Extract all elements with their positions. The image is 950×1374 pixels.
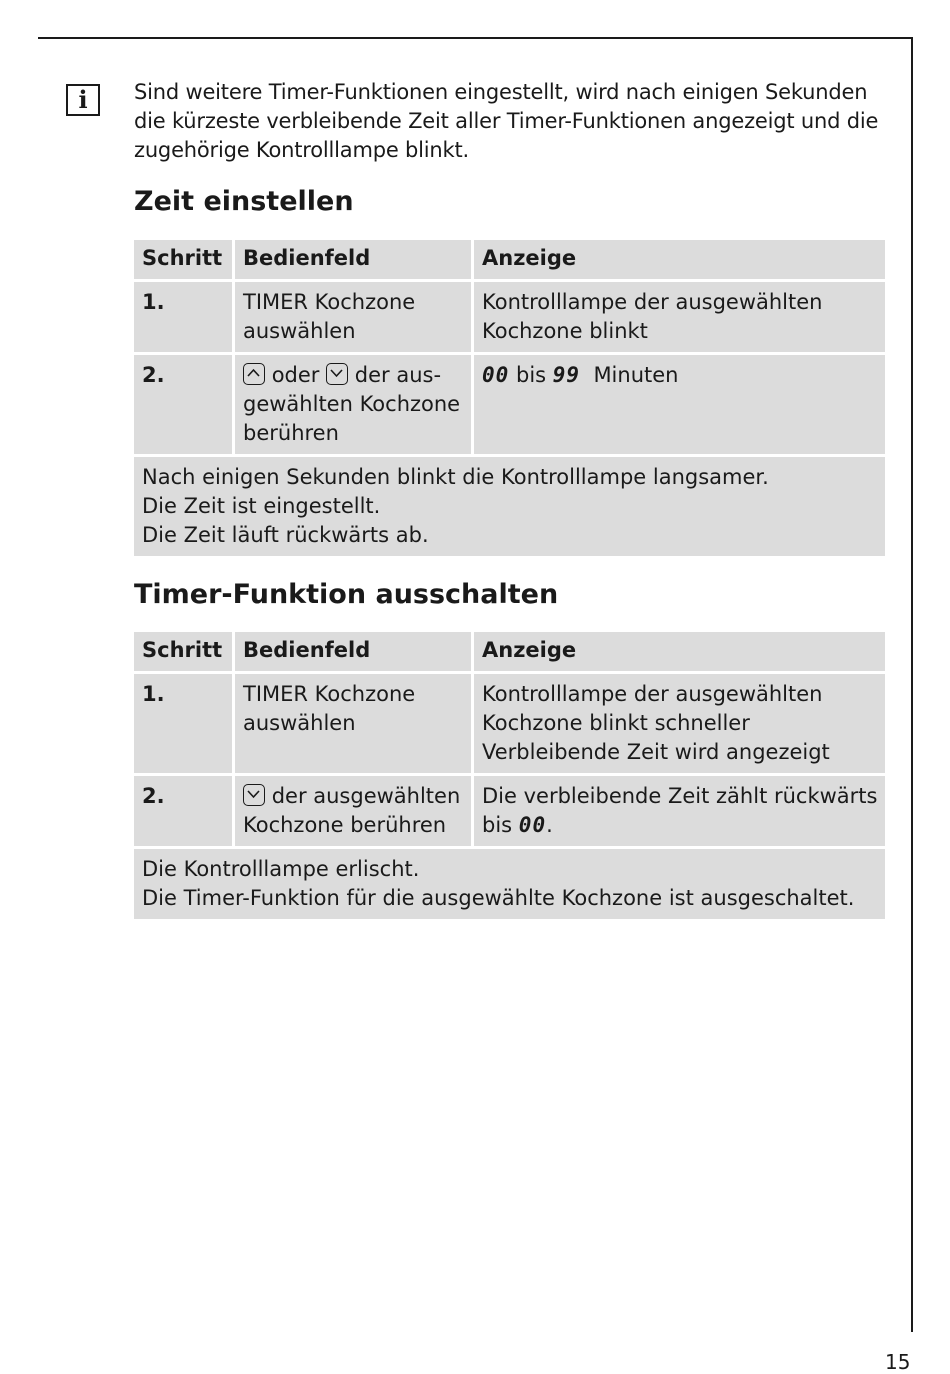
control-text: TIMER Kochzone auswählen <box>235 282 474 352</box>
display-text: Kontrolllampe der ausgewählten Kochzone blinkt <box>474 282 885 352</box>
summary-line: Die Kontrolllampe erlischt. <box>142 857 420 881</box>
control-text: TIMER Kochzone auswählen <box>235 674 474 773</box>
header-display: Anzeige <box>474 240 885 279</box>
step-number: 2. <box>134 355 235 454</box>
display-value-from: 00 <box>482 363 510 387</box>
header-control: Bedienfeld <box>235 240 474 279</box>
section-title-set-time: Zeit einstellen <box>134 186 354 217</box>
top-rule <box>38 37 913 39</box>
header-control: Bedienfeld <box>235 632 474 671</box>
display-cell <box>474 776 885 846</box>
chevron-up-key-icon <box>243 363 265 385</box>
display-value-to: 99 <box>552 363 581 387</box>
summary-cell <box>134 457 885 556</box>
display-text: Kontrolllampe der ausgewählten Kochzone blinkt schneller Verbleibende Zeit wird angezeigt <box>474 674 885 773</box>
control-cell <box>235 355 474 454</box>
section-title-timer-off: Timer-Funktion ausschalten <box>134 579 559 610</box>
control-text: der ausgewählten Kochzone berühren <box>243 784 461 837</box>
display-value: 00 <box>518 813 547 837</box>
header-step: Schritt <box>134 632 235 671</box>
display-period: . <box>546 813 553 837</box>
table-row <box>134 776 885 846</box>
table-row <box>134 282 885 352</box>
info-icon: i <box>66 84 100 116</box>
page-number: 15 <box>885 1350 911 1374</box>
display-unit: Minuten <box>593 363 679 387</box>
control-text: der aus-gewählten Kochzone berühren <box>243 363 461 445</box>
table-row <box>134 674 885 773</box>
control-word-or: oder <box>271 363 320 387</box>
timer-off-table <box>134 629 885 922</box>
display-word-bis: bis <box>515 363 547 387</box>
summary-line: Die Zeit ist eingestellt. <box>142 494 381 518</box>
chevron-down-key-icon <box>243 784 265 806</box>
summary-line: Nach einigen Sekunden blinkt die Kontrolllampe langsamer. <box>142 465 769 489</box>
step-number: 2. <box>134 776 235 846</box>
table-header-row <box>134 632 885 671</box>
display-cell <box>474 355 885 454</box>
step-number: 1. <box>134 674 235 773</box>
summary-cell <box>134 849 885 919</box>
table-row <box>134 355 885 454</box>
display-text: Die verbleibende Zeit zählt rückwärts bis <box>482 784 878 837</box>
summary-line: Die Zeit läuft rückwärts ab. <box>142 523 429 547</box>
summary-line: Die Timer-Funktion für die ausgewählte Kochzone ist ausgeschaltet. <box>142 886 855 910</box>
table-summary-row <box>134 457 885 556</box>
set-time-table <box>134 237 885 559</box>
header-step: Schritt <box>134 240 235 279</box>
table-header-row <box>134 240 885 279</box>
table-summary-row <box>134 849 885 919</box>
header-display: Anzeige <box>474 632 885 671</box>
right-rule <box>911 37 913 1332</box>
control-cell <box>235 776 474 846</box>
info-note: Sind weitere Timer-Funktionen eingestellt, wird nach einigen Sekunden die kürzeste verbleibende Zeit aller Timer-Funktionen angezeigt und die zugehörige Kontrolllampe blinkt. <box>134 80 879 162</box>
chevron-down-key-icon <box>326 363 348 385</box>
step-number: 1. <box>134 282 235 352</box>
